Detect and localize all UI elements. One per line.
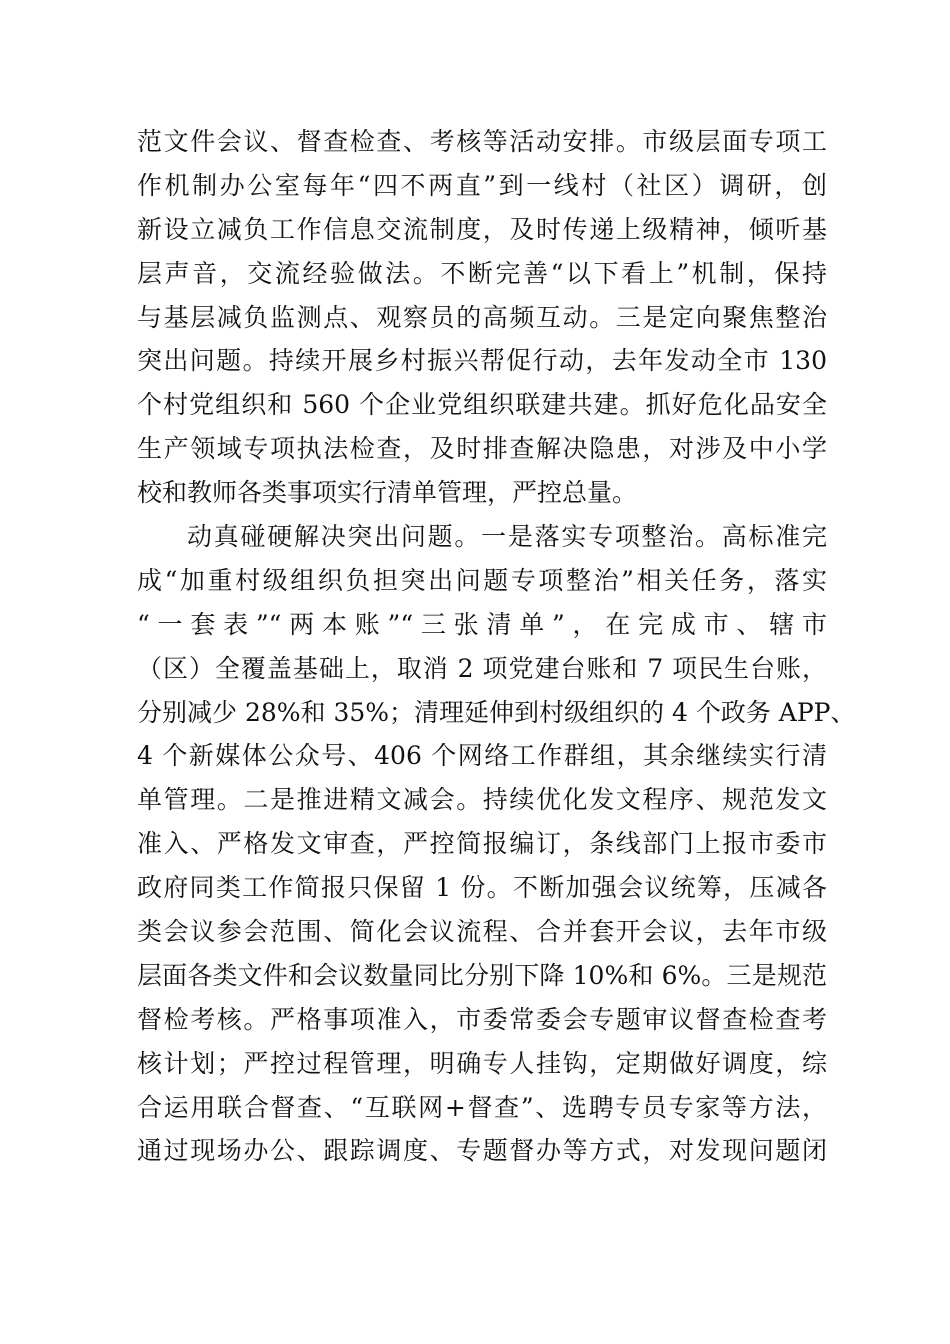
text-line: 突出问题。持续开展乡村振兴帮促行动，去年发动全市 130 [137,346,827,376]
text-line: 动真碰硬解决突出问题。一是落实专项整治。高标准完 [187,522,827,552]
text-line: 合运用联合督查、“互联网+督查”、选聘专员专家等方法， [137,1092,827,1122]
text-line: 范文件会议、督查检查、考核等活动安排。市级层面专项工 [137,127,827,156]
text-line: 层面各类文件和会议数量同比分别下降 10%和 6%。三是规范 [137,960,827,990]
text-line: 类会议参会范围、简化会议流程、合并套开会议，去年市级 [137,917,827,947]
text-line: 个村党组织和 560 个企业党组织联建共建。抓好危化品安全 [137,390,827,420]
text-line: 分别减少 28%和 35%；清理延伸到村级组织的 4 个政务 APP、 [137,697,856,727]
text-line: “一套表”“两本账”“三张清单”，在完成市、辖市 [137,609,827,639]
text-line: 单管理。二是推进精文减会。持续优化发文程序、规范发文 [137,785,827,815]
text-line: 校和教师各类事项实行清单管理，严控总量。 [137,478,638,508]
text-line: 新设立减负工作信息交流制度，及时传递上级精神，倾听基 [137,214,827,244]
paragraph-rectify-problems [137,515,856,1173]
text-line: 成“加重村级组织负担突出问题专项整治”相关任务，落实 [137,565,827,595]
text-line: 准入、严格发文审查，严控简报编订，条线部门上报市委市 [137,829,827,859]
text-line: 作机制办公室每年“四不两直”到一线村（社区）调研，创 [137,170,827,200]
text-line: 层声音，交流经验做法。不断完善“以下看上”机制，保持 [137,258,827,288]
text-line: 与基层减负监测点、观察员的高频互动。三是定向聚焦整治 [137,302,827,332]
text-line: （区）全覆盖基础上，取消 2 项党建台账和 7 项民生台账， [137,653,827,683]
document-body [137,120,856,1173]
text-line: 督检考核。严格事项准入，市委常委会专题审议督查检查考 [137,1004,827,1034]
text-line: 通过现场办公、跟踪调度、专题督办等方式，对发现问题闭 [137,1136,827,1166]
text-line: 4 个新媒体公众号、406 个网络工作群组，其余继续实行清 [137,741,827,771]
paragraph-continued [137,120,827,515]
text-line: 生产领域专项执法检查，及时排查解决隐患，对涉及中小学 [137,434,827,464]
text-line: 核计划；严控过程管理，明确专人挂钩，定期做好调度，综 [137,1048,827,1078]
text-line: 政府同类工作简报只保留 1 份。不断加强会议统筹，压减各 [137,873,827,903]
